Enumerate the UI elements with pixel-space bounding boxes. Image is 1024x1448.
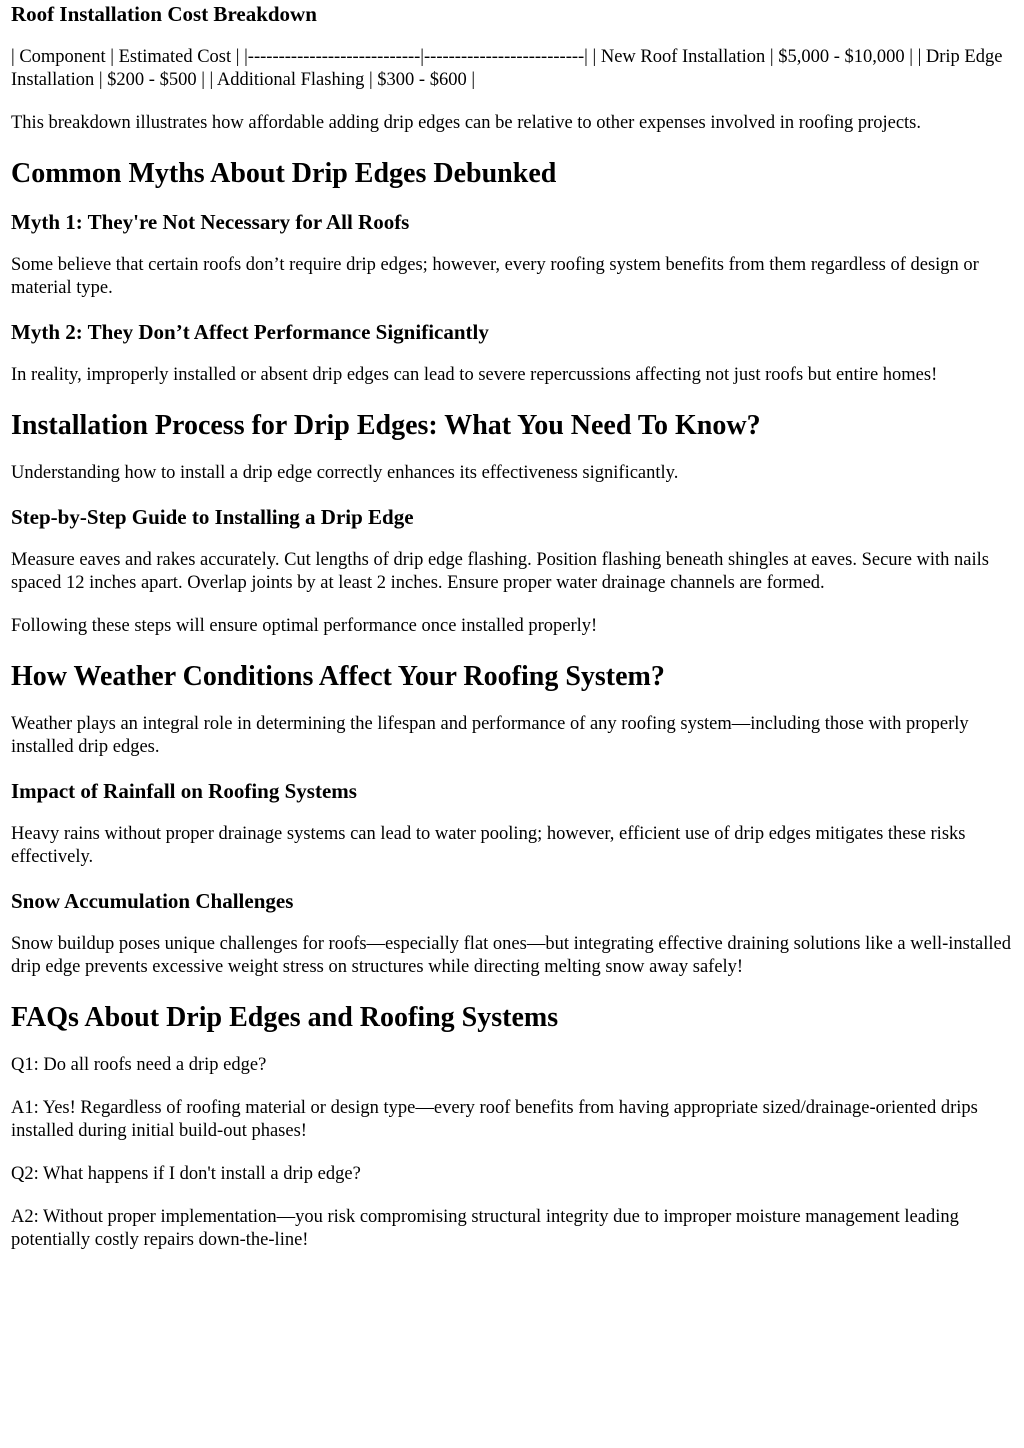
faq-answer-1: A1: Yes! Regardless of roofing material or design type—every roof benefits from having appropriate sized/drainage-oriented drips installed during initial build-out phases!	[11, 1098, 978, 1141]
article-body	[0, 2, 1024, 1252]
cost-summary-paragraph: This breakdown illustrates how affordable adding drip edges can be relative to other expenses involved in roofing projects.	[11, 113, 922, 133]
snow-heading: Snow Accumulation Challenges	[11, 889, 294, 913]
weather-intro: Weather plays an integral role in determining the lifespan and performance of any roofing system—including those with properly installed drip edges.	[11, 714, 969, 757]
steps-followup-paragraph: Following these steps will ensure optimal performance once installed properly!	[11, 616, 598, 636]
faq-question-1: Q1: Do all roofs need a drip edge?	[11, 1055, 267, 1075]
snow-paragraph: Snow buildup poses unique challenges for roofs—especially flat ones—but integrating effective draining solutions like a well-installed drip edge prevents excessive weight stress on structures while directing melting snow away safely!	[11, 934, 1011, 977]
cost-breakdown-heading: Roof Installation Cost Breakdown	[11, 2, 317, 26]
installation-intro: Understanding how to install a drip edge correctly enhances its effectiveness significantly.	[11, 463, 679, 483]
steps-heading: Step-by-Step Guide to Installing a Drip Edge	[11, 505, 414, 529]
faq-question-2: Q2: What happens if I don't install a drip edge?	[11, 1164, 361, 1184]
myths-heading: Common Myths About Drip Edges Debunked	[11, 158, 557, 189]
steps-paragraph: Measure eaves and rakes accurately. Cut lengths of drip edge flashing. Position flashing beneath shingles at eaves. Secure with nails spaced 12 inches apart. Overlap joints by at least 2 inches. Ensure proper water drainage channels are formed.	[11, 550, 989, 593]
myth2-heading: Myth 2: They Don’t Affect Performance Significantly	[11, 320, 489, 344]
weather-heading: How Weather Conditions Affect Your Roofing System?	[11, 661, 665, 692]
cost-table-text: | Component | Estimated Cost | |----------------------------|--------------------------| | New Roof Installation | $5,000 - $10,000 | | Drip Edge Installation | $200 - $500 | | Additional Flashing | $300 - $600 |	[11, 47, 1003, 90]
myth1-paragraph: Some believe that certain roofs don’t require drip edges; however, every roofing system benefits from them regardless of design or material type.	[11, 255, 979, 298]
rainfall-paragraph: Heavy rains without proper drainage systems can lead to water pooling; however, efficient use of drip edges mitigates these risks effectively.	[11, 824, 966, 867]
myth2-paragraph: In reality, improperly installed or absent drip edges can lead to severe repercussions affecting not just roofs but entire homes!	[11, 365, 938, 385]
installation-heading: Installation Process for Drip Edges: What You Need To Know?	[11, 410, 761, 441]
rainfall-heading: Impact of Rainfall on Roofing Systems	[11, 779, 357, 803]
faq-answer-2: A2: Without proper implementation—you risk compromising structural integrity due to improper moisture management leading potentially costly repairs down-the-line!	[11, 1207, 959, 1250]
myth1-heading: Myth 1: They're Not Necessary for All Roofs	[11, 210, 410, 234]
faq-heading: FAQs About Drip Edges and Roofing Systems	[11, 1002, 559, 1033]
